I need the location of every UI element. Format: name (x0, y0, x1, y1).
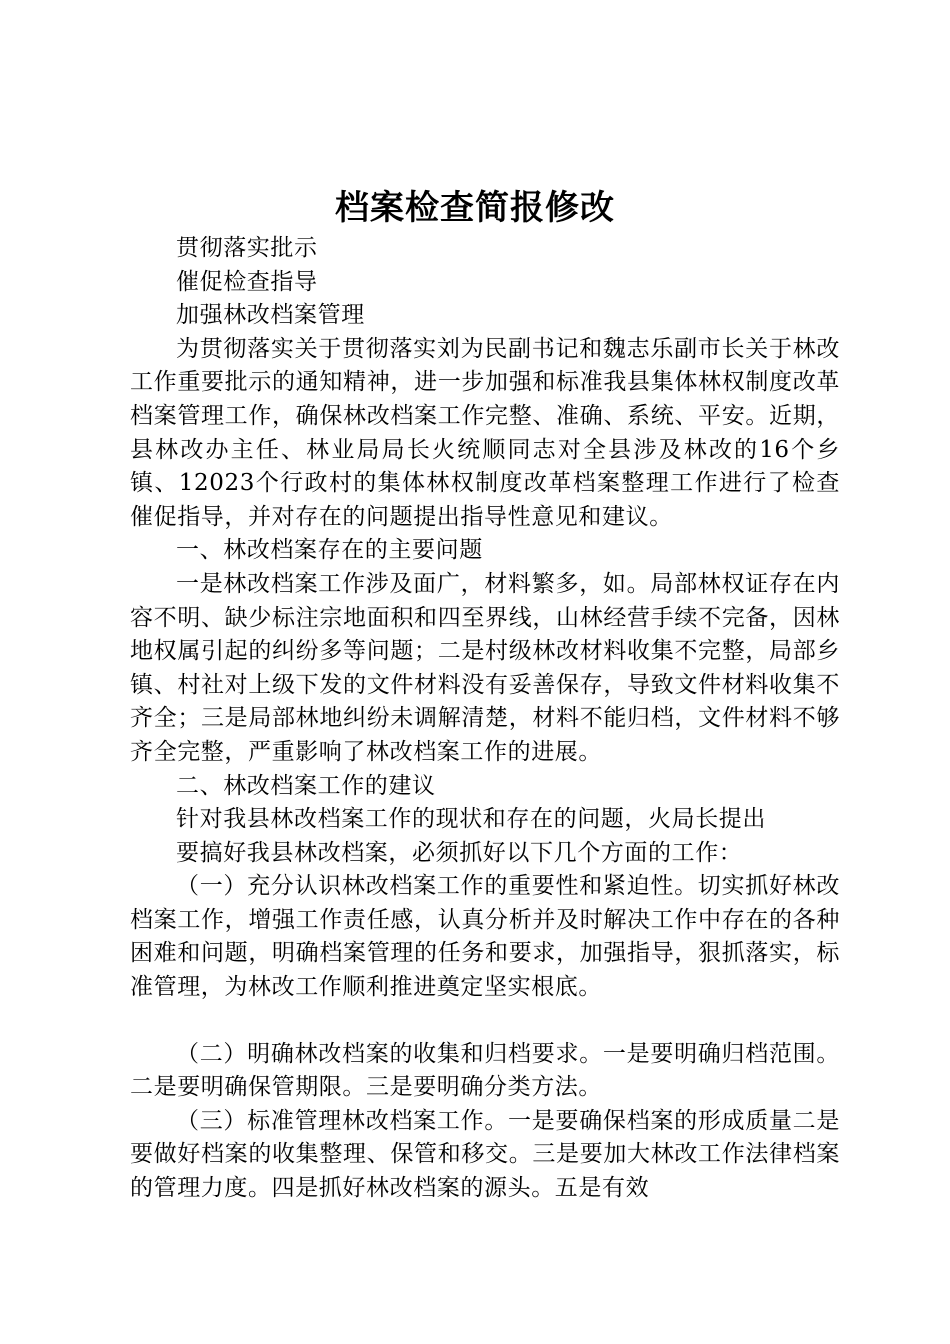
suggestions-lead-line-2: 要搞好我县林改档案，必须抓好以下几个方面的工作： (176, 839, 743, 866)
intro-paragraph: 为贯彻落实关于贯彻落实刘为民副书记和魏志乐副市长关于林改工作重要批示的通知精神，进一步加强和标准我县集体林权制度改革档案管理工作，确保林改档案工作完整、准确、系统、平安。近期，县林改办主任、林业局局长火统顺同志对全县涉及林改的16个乡镇、12023个行政村的集体林权制度改革档案整理工作进行了检查催促指导，并对存在的问题提出指导性意见和建议。 (130, 335, 840, 530)
subtitle-line-1: 贯彻落实批示 (176, 235, 318, 261)
suggestion-item-1: （一）充分认识林改档案工作的重要性和紧迫性。切实抓好林改档案工作，增强工作责任感，认真分析并及时解决工作中存在的各种困难和问题，明确档案管理的任务和要求，加强指导，狠抓落实，标准管理，为林改工作顺利推进奠定坚实根底。 (130, 873, 840, 1001)
suggestions-lead-line-1: 针对我县林改档案工作的现状和存在的问题，火局长提出 (176, 806, 766, 833)
section-heading-problems: 一、林改档案存在的主要问题 (176, 537, 483, 564)
section-heading-suggestions: 二、林改档案工作的建议 (176, 772, 436, 799)
document-body (130, 232, 840, 1206)
subtitle-line-3: 加强林改档案管理 (176, 302, 365, 329)
subtitle-line-2: 催促检查指导 (176, 268, 318, 295)
problems-paragraph: 一是林改档案工作涉及面广，材料繁多，如。局部林权证存在内容不明、缺少标注宗地面积和四至界线，山林经营手续不完备，因林地权属引起的纠纷多等问题；二是村级林改材料收集不完整，局部乡镇、村社对上级下发的文件材料没有妥善保存，导致文件材料收集不齐全；三是局部林地纠纷未调解清楚，材料不能归档，文件材料不够齐全完整，严重影响了林改档案工作的进展。 (130, 570, 840, 765)
suggestion-item-2: （二）明确林改档案的收集和归档要求。一是要明确归档范围。二是要明确保管期限。三是要明确分类方法。 (130, 1040, 840, 1101)
document-title: 档案检查简报修改 (335, 188, 615, 228)
suggestion-item-3: （三）标准管理林改档案工作。一是要确保档案的形成质量二是要做好档案的收集整理、保管和移交。三是要加大林改工作法律档案的管理力度。四是抓好林改档案的源头。五是有效 (130, 1107, 840, 1202)
